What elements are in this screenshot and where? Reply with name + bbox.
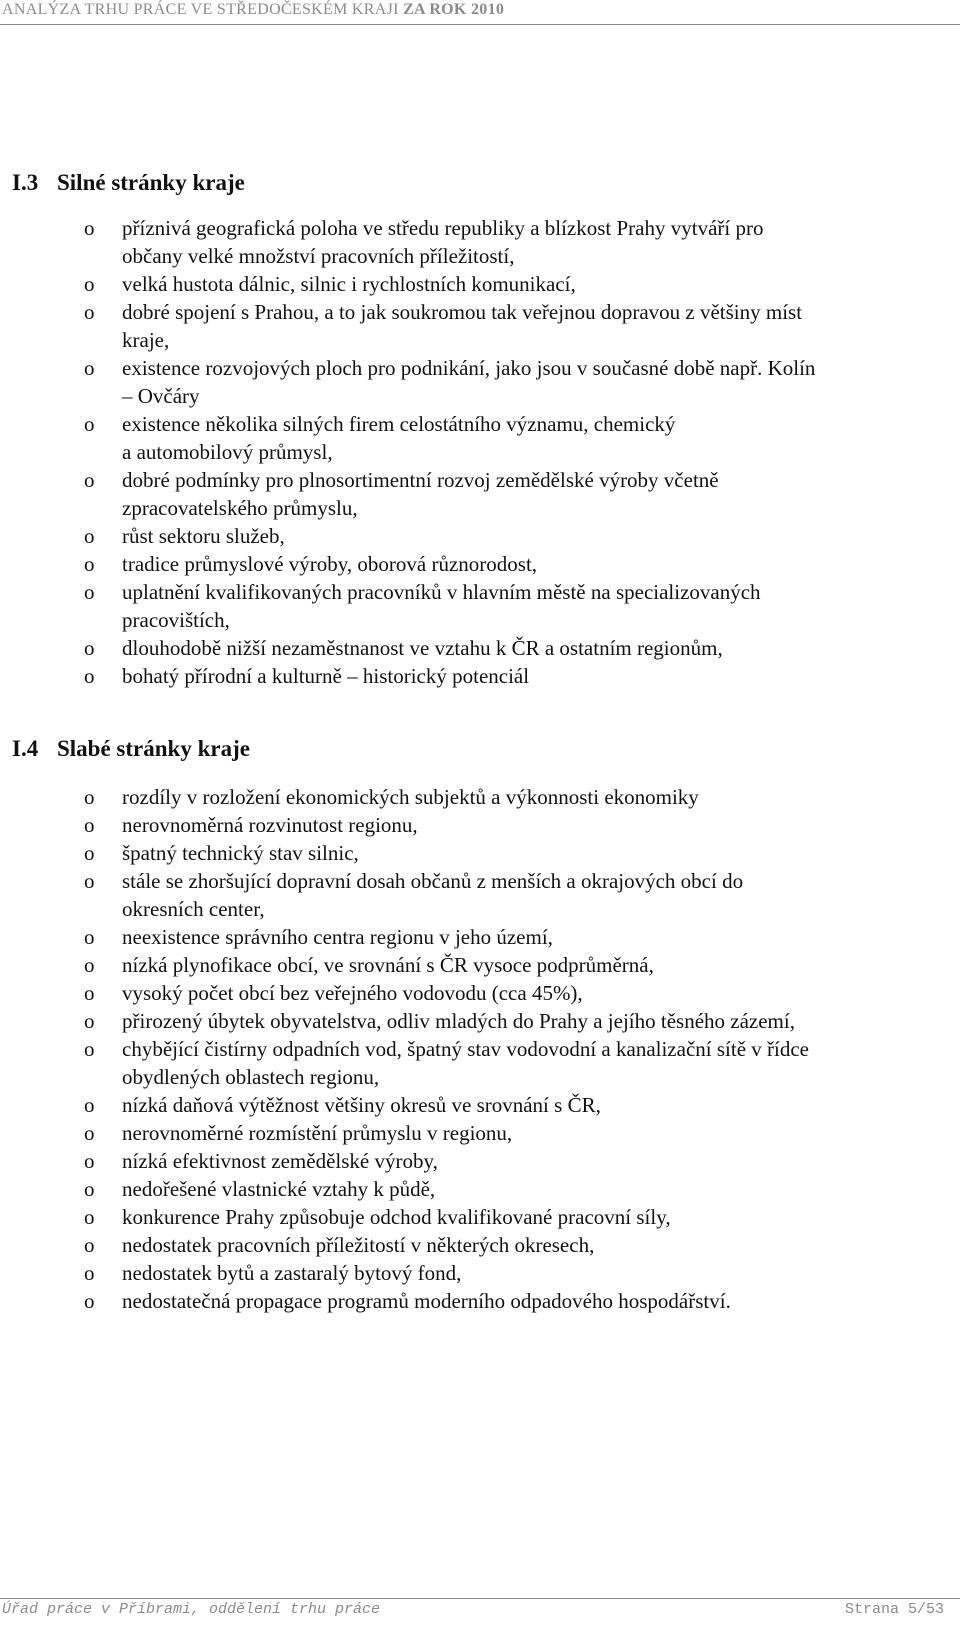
list-item [0,662,960,690]
list-item-text: existence rozvojových ploch pro podnikání, jako jsou v současné době např. Kolín [122,356,816,380]
section-heading-strengths [12,170,245,196]
list-item-text: příznivá geografická poloha ve středu republiky a blízkost Prahy vytváří pro [122,216,764,240]
list-item [0,410,960,466]
list-item-text: pracovištích, [122,608,230,632]
list-item-text: zpracovatelského průmyslu, [122,496,358,520]
footer-divider [0,1598,960,1599]
list-item-text: nedostatečná propagace programů moderního odpadového hospodářství. [122,1289,731,1313]
list-item [0,1091,960,1119]
bullet-marker: o [84,1009,95,1033]
list-item-text: chybějící čistírny odpadních vod, špatný stav vodovodní a kanalizační sítě v řídce [122,1037,809,1061]
section-title: Slabé stránky kraje [57,736,250,761]
list-item [0,811,960,839]
footer-office: Úřad práce v Příbrami, oddělení trhu práce [2,1601,381,1618]
list-item-text: dlouhodobě nižší nezaměstnanost ve vztahu k ČR a ostatním regionům, [122,636,723,660]
bullet-marker: o [84,1149,95,1173]
page-footer [0,1598,960,1628]
list-item [0,783,960,811]
list-item-text: uplatnění kvalifikovaných pracovníků v hlavním městě na specializovaných [122,580,761,604]
bullet-marker: o [84,1177,95,1201]
list-item [0,1035,960,1091]
list-item [0,1147,960,1175]
list-item-text: občany velké množství pracovních příležitostí, [122,244,515,268]
bullet-marker: o [84,1261,95,1285]
list-item [0,298,960,354]
section-title: Silné stránky kraje [57,170,245,195]
list-item-text: obydlených oblastech regionu, [122,1065,380,1089]
footer-page-number: Strana 5/53 [844,1601,944,1618]
section-number: I.3 [12,170,39,195]
list-item-text: rozdíly v rozložení ekonomických subjektů a výkonnosti ekonomiky [122,785,699,809]
bullet-marker: o [84,552,95,576]
header-title-year: ZA ROK 2010 [403,1,505,18]
bullet-marker: o [84,1205,95,1229]
list-item [0,839,960,867]
section-heading-weaknesses [12,736,250,762]
list-item-text: nízká daňová výtěžnost většiny okresů ve srovnání s ČR, [122,1093,601,1117]
bullet-marker: o [84,468,95,492]
list-item-text: konkurence Prahy způsobuje odchod kvalifikované pracovní síly, [122,1205,671,1229]
list-item-text: nerovnoměrná rozvinutost regionu, [122,813,418,837]
bullet-marker: o [84,412,95,436]
list-item [0,550,960,578]
bullet-marker: o [84,580,95,604]
bullet-marker: o [84,300,95,324]
list-item-text: nedořešené vlastnické vztahy k půdě, [122,1177,436,1201]
list-item-text: dobré spojení s Prahou, a to jak soukromou tak veřejnou dopravou z většiny míst [122,300,803,324]
list-item-text: existence několika silných firem celostátního významu, chemický [122,412,676,436]
list-item [0,354,960,410]
bullet-marker: o [84,813,95,837]
list-item [0,1203,960,1231]
list-item-text: nízká plynofikace obcí, ve srovnání s ČR vysoce podprůměrná, [122,953,654,977]
list-item-text: dobré podmínky pro plnosortimentní rozvoj zemědělské výroby včetně [122,468,719,492]
list-item-text: stále se zhoršující dopravní dosah občanů z menších a okrajových obcí do [122,869,744,893]
list-item [0,634,960,662]
list-item [0,1119,960,1147]
list-item [0,1175,960,1203]
bullet-marker: o [84,981,95,1005]
list-item-text: nízká efektivnost zemědělské výroby, [122,1149,438,1173]
list-item-text: velká hustota dálnic, silnic i rychlostních komunikací, [122,272,576,296]
list-item [0,466,960,522]
list-item-text: růst sektoru služeb, [122,524,285,548]
list-item [0,1287,960,1315]
page-header [0,0,960,26]
list-item-text: přirozený úbytek obyvatelstva, odliv mladých do Prahy a jejího těsného zázemí, [122,1009,795,1033]
list-item-text: nerovnoměrné rozmístění průmyslu v regionu, [122,1121,513,1145]
bullet-marker: o [84,953,95,977]
bullet-marker: o [84,1093,95,1117]
list-item [0,923,960,951]
list-item-text: nedostatek bytů a zastaralý bytový fond, [122,1261,462,1285]
list-item [0,1007,960,1035]
list-item-text: – Ovčáry [122,384,200,408]
list-item [0,270,960,298]
header-title-main: ANALÝZA TRHU PRÁCE VE STŘEDOČESKÉM KRAJI [2,1,404,18]
bullet-marker: o [84,869,95,893]
list-item-text: špatný technický stav silnic, [122,841,359,865]
bullet-marker: o [84,636,95,660]
bullet-marker: o [84,216,95,240]
bullet-marker: o [84,925,95,949]
bullet-marker: o [84,664,95,688]
list-item [0,522,960,550]
list-item-text: neexistence správního centra regionu v jeho území, [122,925,553,949]
header-divider [0,24,960,25]
list-item-text: tradice průmyslové výroby, oborová různorodost, [122,552,538,576]
bullet-marker: o [84,524,95,548]
bullet-marker: o [84,785,95,809]
bullet-marker: o [84,1121,95,1145]
list-item-text: kraje, [122,328,170,352]
list-item [0,214,960,270]
bullet-marker: o [84,1037,95,1061]
bullet-marker: o [84,272,95,296]
list-item-text: vysoký počet obcí bez veřejného vodovodu (cca 45%), [122,981,583,1005]
bullet-marker: o [84,356,95,380]
bullet-marker: o [84,1289,95,1313]
list-item [0,951,960,979]
list-item [0,979,960,1007]
bullet-marker: o [84,841,95,865]
list-item [0,578,960,634]
list-item [0,1231,960,1259]
list-item-text: okresních center, [122,897,265,921]
list-item [0,867,960,923]
bullet-marker: o [84,1233,95,1257]
list-item-text: nedostatek pracovních příležitostí v některých okresech, [122,1233,595,1257]
section-number: I.4 [12,736,39,761]
list-item-text: a automobilový průmysl, [122,440,333,464]
list-item [0,1259,960,1287]
list-item-text: bohatý přírodní a kulturně – historický potenciál [122,664,530,688]
header-title [2,1,504,19]
